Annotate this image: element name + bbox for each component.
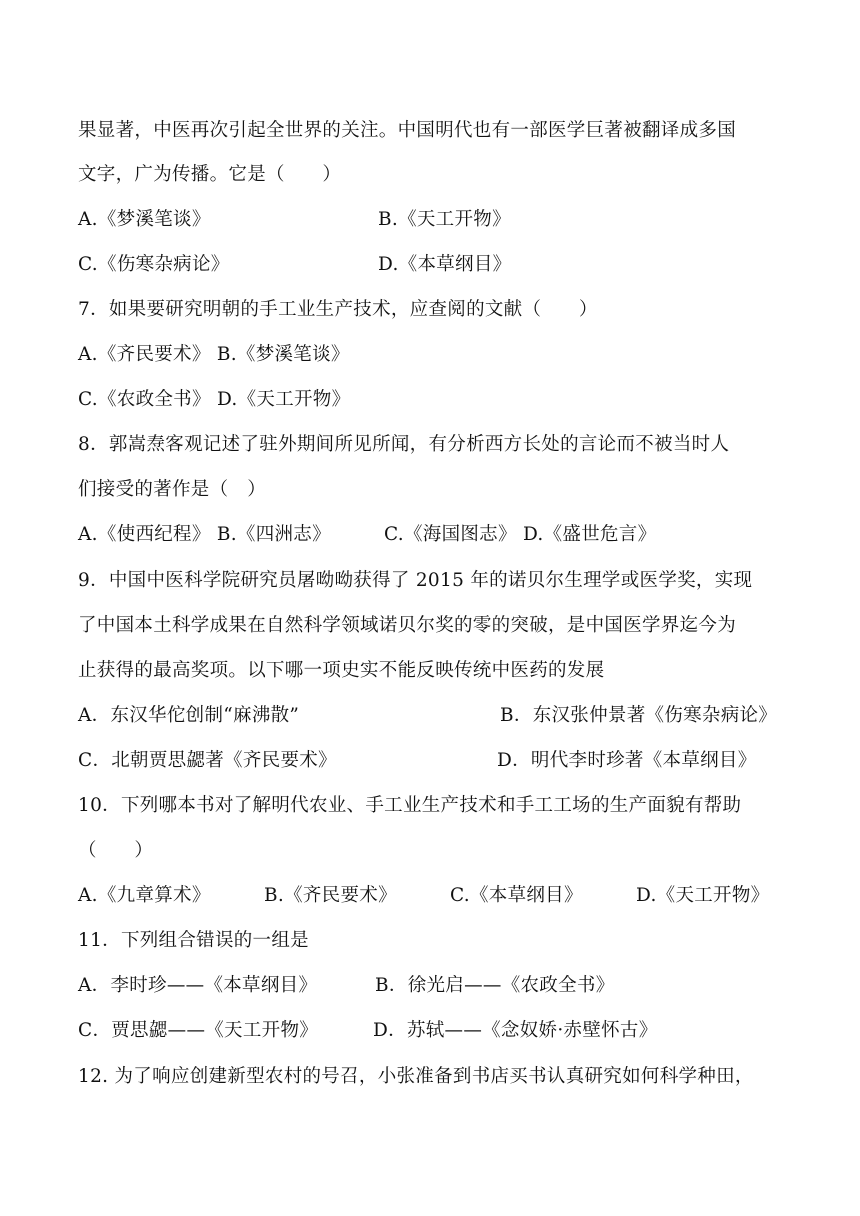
q11-option-a: A．李时珍——《本草纲目》	[78, 975, 318, 996]
q6-stem-line-2: 文字，广为传播。它是（ ）	[78, 164, 342, 185]
q10-stem-line-1: 10．下列哪本书对了解明代农业、手工业生产技术和手工工场的生产面貌有帮助	[78, 795, 742, 816]
q6-option-d: D.《本草纲目》	[378, 254, 512, 275]
q6-option-c: C.《伤寒杂病论》	[78, 254, 230, 275]
q10-option-a: A.《九章算术》	[78, 885, 211, 906]
q11-option-c: C．贾思勰——《天工开物》	[78, 1020, 319, 1041]
q9-option-a: A．东汉华佗创制“麻沸散”	[78, 705, 300, 726]
q7-options-line-2: C.《农政全书》 D.《天工开物》	[78, 389, 351, 410]
q12-stem-line-1: 12. 为了响应创建新型农村的号召，小张准备到书店买书认真研究如何科学种田，	[78, 1066, 754, 1087]
q8-options-right: C.《海国图志》 D.《盛世危言》	[384, 524, 657, 545]
q6-stem-line-1: 果显著，中医再次引起全世界的关注。中国明代也有一部医学巨著被翻译成多国	[78, 120, 737, 141]
q11-stem: 11．下列组合错误的一组是	[78, 930, 309, 951]
q11-option-b: B．徐光启——《农政全书》	[375, 975, 615, 996]
q9-option-c: C．北朝贾思勰著《齐民要术》	[78, 750, 337, 771]
q9-stem-line-3: 止获得的最高奖项。以下哪一项史实不能反映传统中医药的发展	[78, 660, 605, 681]
q11-option-d: D．苏轼——《念奴娇·赤壁怀古》	[373, 1020, 658, 1041]
q10-option-b: B.《齐民要术》	[264, 885, 397, 906]
q8-stem-line-1: 8．郭嵩焘客观记述了驻外期间所见所闻，有分析西方长处的言论而不被当时人	[78, 434, 730, 455]
q9-stem-line-1: 9．中国中医科学院研究员屠呦呦获得了 2015 年的诺贝尔生理学或医学奖，实现	[78, 570, 753, 591]
q8-stem-line-2: 们接受的著作是（ ）	[78, 479, 267, 500]
q10-stem-line-2: （ ）	[78, 840, 154, 861]
q9-stem-line-2: 了中国本土科学成果在自然科学领域诺贝尔奖的零的突破，是中国医学界迄今为	[78, 615, 737, 636]
q9-option-b: B．东汉张仲景著《伤寒杂病论》	[500, 705, 778, 726]
q6-option-a: A.《梦溪笔谈》	[78, 209, 211, 230]
q7-stem: 7．如果要研究明朝的手工业生产技术，应查阅的文献（ ）	[78, 299, 598, 320]
q6-option-b: B.《天工开物》	[378, 209, 511, 230]
q10-option-d: D.《天工开物》	[636, 885, 770, 906]
q8-options-left: A.《使西纪程》 B.《四洲志》	[78, 524, 331, 545]
q10-option-c: C.《本草纲目》	[450, 885, 583, 906]
q7-options-line-1: A.《齐民要术》 B.《梦溪笔谈》	[78, 344, 350, 365]
q9-option-d: D．明代李时珍著《本草纲目》	[497, 750, 757, 771]
